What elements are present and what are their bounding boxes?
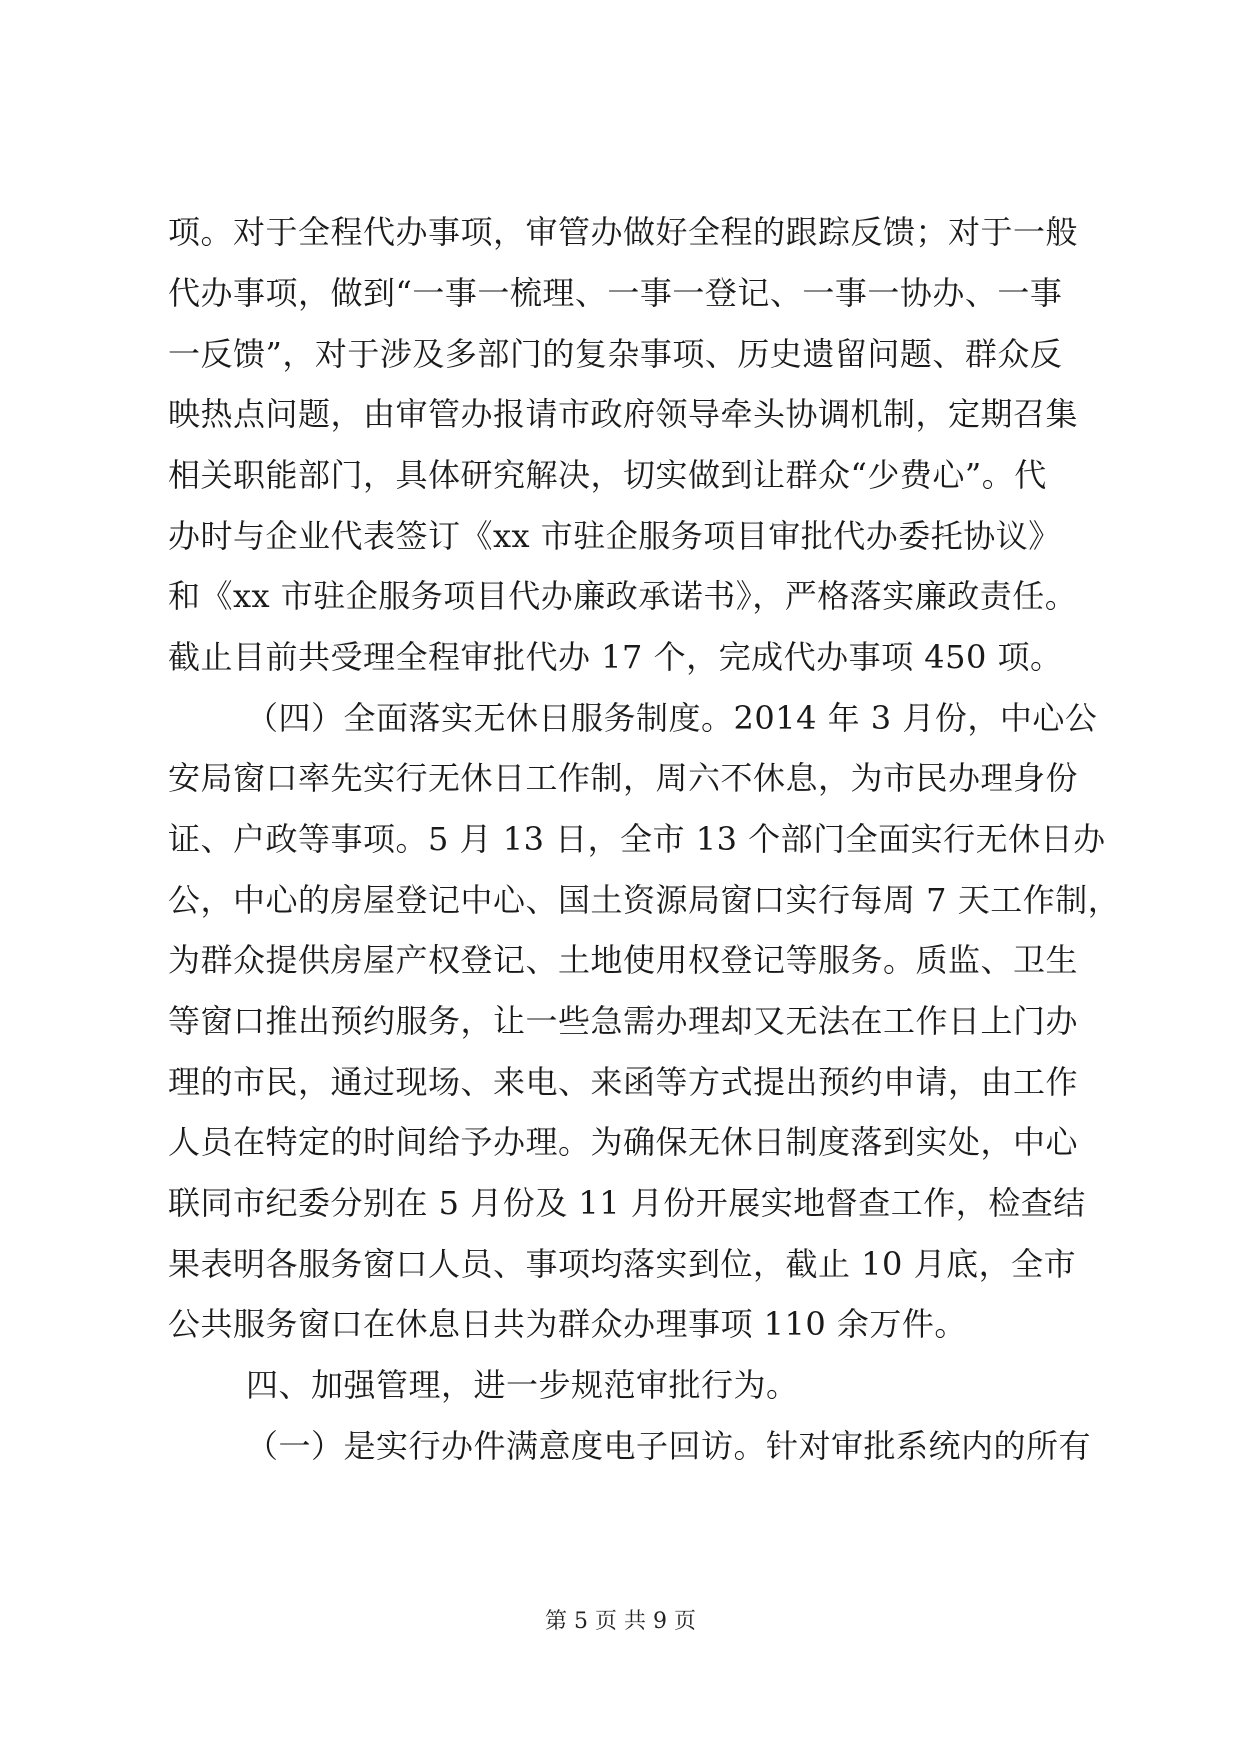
paragraph-line: （一）是实行办件满意度电子回访。针对审批系统内的所有 xyxy=(246,1427,1092,1465)
paragraph-line: 公，中心的房屋登记中心、国土资源局窗口实行每周 7 天工作制， xyxy=(168,881,1121,919)
paragraph-line: 相关职能部门，具体研究解决，切实做到让群众“少费心”。代 xyxy=(168,456,1047,494)
paragraph-line: 截止目前共受理全程审批代办 17 个，完成代办事项 450 项。 xyxy=(168,638,1063,676)
paragraph-line: 和《xx 市驻企服务项目代办廉政承诺书》，严格落实廉政责任。 xyxy=(168,577,1078,615)
paragraph-line: 办时与企业代表签订《xx 市驻企服务项目审批代办委托协议》 xyxy=(168,517,1061,555)
paragraph-line: 联同市纪委分别在 5 月份及 11 月份开展实地督查工作，检查结 xyxy=(168,1184,1086,1222)
paragraph-line: 映热点问题，由审管办报请市政府领导牵头协调机制，定期召集 xyxy=(168,395,1079,433)
page-footer: 第 5 页 共 9 页 xyxy=(545,1609,696,1634)
paragraph-line: （四）全面落实无休日服务制度。2014 年 3 月份，中心公 xyxy=(246,699,1098,737)
paragraph-line: 一反馈”，对于涉及多部门的复杂事项、历史遗留问题、群众反 xyxy=(168,335,1063,373)
paragraph-line: 人员在特定的时间给予办理。为确保无休日制度落到实处，中心 xyxy=(168,1123,1079,1161)
paragraph-line: 项。对于全程代办事项，审管办做好全程的跟踪反馈；对于一般 xyxy=(168,213,1079,251)
paragraph-line: 为群众提供房屋产权登记、土地使用权登记等服务。质监、卫生 xyxy=(168,941,1079,979)
paragraph-line: 理的市民，通过现场、来电、来函等方式提出预约申请，由工作 xyxy=(168,1063,1079,1101)
paragraph-line: 安局窗口率先实行无休日工作制，周六不休息，为市民办理身份 xyxy=(168,759,1079,797)
section-heading: 四、加强管理，进一步规范审批行为。 xyxy=(246,1366,799,1404)
paragraph-line: 代办事项，做到“一事一梳理、一事一登记、一事一协办、一事 xyxy=(168,274,1063,312)
paragraph-line: 果表明各服务窗口人员、事项均落实到位，截止 10 月底，全市 xyxy=(168,1245,1077,1283)
paragraph-line: 等窗口推出预约服务，让一些急需办理却又无法在工作日上门办 xyxy=(168,1002,1079,1040)
paragraph-line: 公共服务窗口在休息日共为群众办理事项 110 余万件。 xyxy=(168,1305,967,1343)
paragraph-line: 证、户政等事项。5 月 13 日，全市 13 个部门全面实行无休日办 xyxy=(168,820,1106,858)
